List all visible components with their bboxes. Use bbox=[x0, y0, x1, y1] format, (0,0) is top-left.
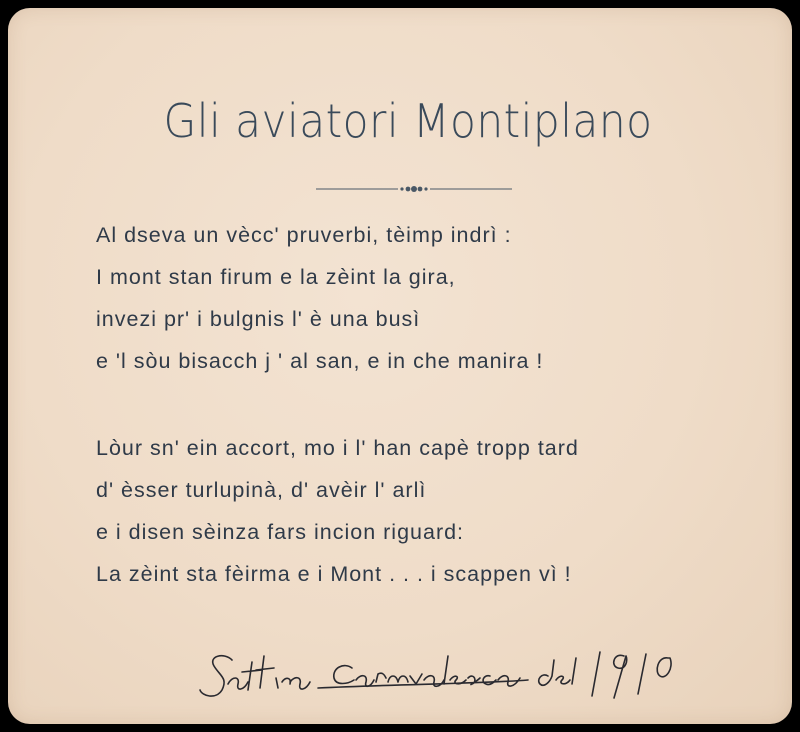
stanza-2 bbox=[96, 427, 579, 595]
poem-line: e 'l sòu bisacch j ' al san, e in che manira ! bbox=[96, 349, 544, 373]
stanza-1 bbox=[96, 214, 543, 382]
poem-line: Al dseva un vècc' pruverbi, tèimp indrì : bbox=[96, 223, 512, 247]
handwritten-signature bbox=[198, 638, 708, 718]
poem-line: La zèint sta fèirma e i Mont . . . i scappen vì ! bbox=[96, 562, 572, 586]
poem-line: invezi pr' i bulgnis l' è una busì bbox=[96, 307, 421, 331]
poem-line: I mont stan firum e la zèint la gira, bbox=[96, 265, 456, 289]
ornament-divider bbox=[316, 182, 512, 196]
poem-line: Lòur sn' ein accort, mo i l' han capè tropp tard bbox=[96, 436, 579, 460]
poem-line: d' èsser turlupinà, d' avèir l' arlì bbox=[96, 478, 427, 502]
poem-title: Gli aviatori Montiplano bbox=[163, 94, 653, 148]
poem-card bbox=[8, 8, 792, 724]
poem-line: e i disen sèinza fars incion riguard: bbox=[96, 520, 465, 544]
